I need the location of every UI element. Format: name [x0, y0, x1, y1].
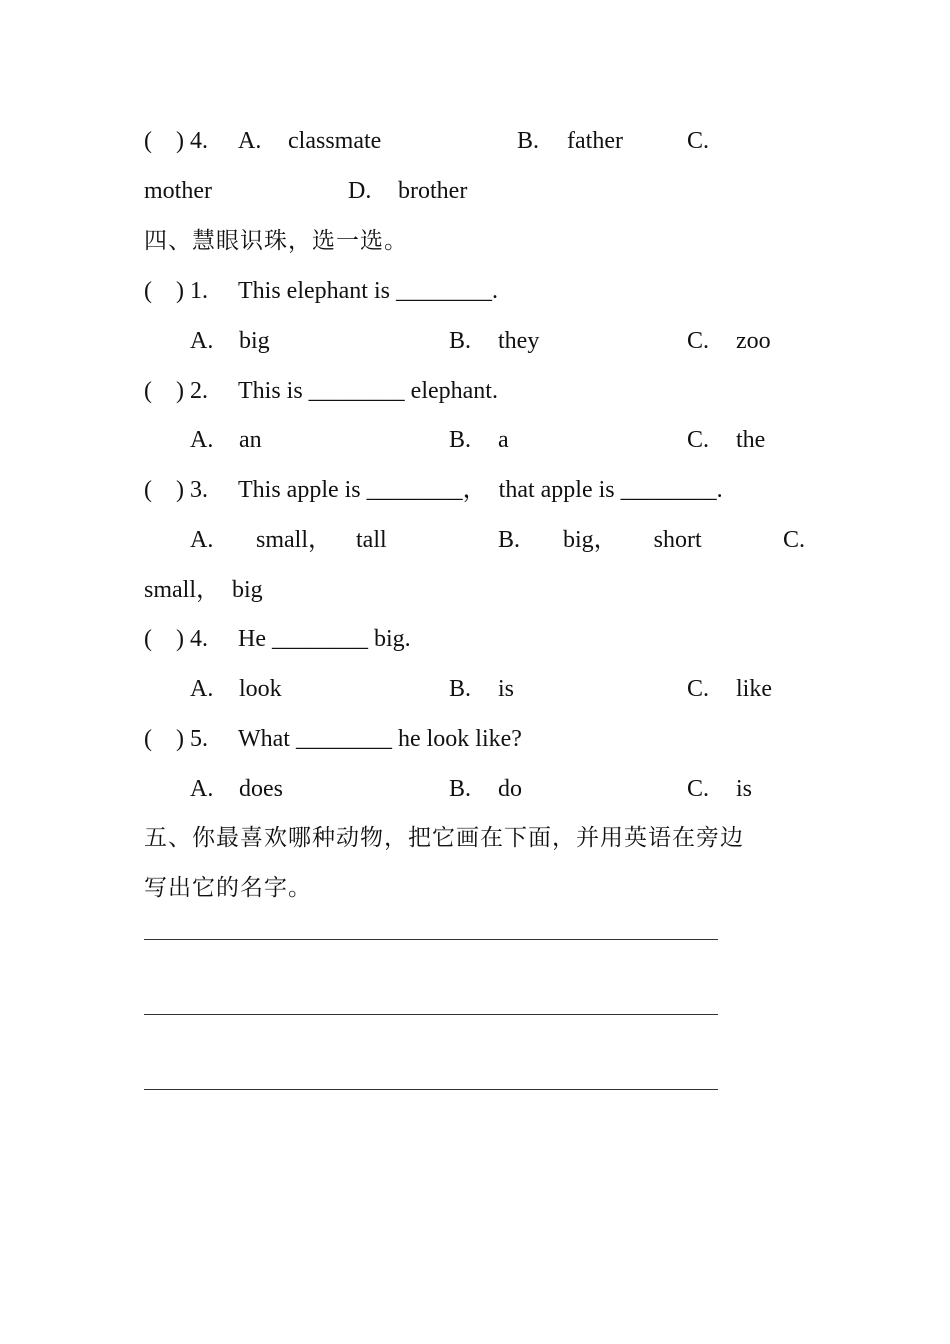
- answer-line[interactable]: [144, 1014, 718, 1015]
- option-c-text: mother: [144, 178, 212, 204]
- option-a-letter: A.: [238, 128, 262, 154]
- option-a-text: does: [239, 776, 283, 802]
- option-b-text: they: [498, 328, 540, 354]
- option-b-text: big， short: [563, 527, 702, 553]
- option-b-letter: B.: [498, 527, 521, 553]
- section-5-heading-line1: 五、你最喜欢哪种动物，把它画在下面，并用英语在旁边: [144, 825, 744, 851]
- option-b-letter: B.: [449, 676, 472, 702]
- option-a-letter: A.: [190, 328, 214, 354]
- option-b-text: father: [567, 128, 623, 154]
- section-5-heading-line2: 写出它的名字。: [144, 875, 312, 901]
- answer-paren[interactable]: ( ) 1.: [144, 278, 208, 304]
- option-d-text: brother: [398, 178, 468, 204]
- option-c-letter: C.: [687, 128, 710, 154]
- option-b-text: do: [498, 776, 522, 802]
- option-b-letter: B.: [449, 427, 472, 453]
- option-b-letter: B.: [449, 776, 472, 802]
- option-a-letter: A.: [190, 527, 214, 553]
- answer-paren[interactable]: ( ) 2.: [144, 378, 208, 404]
- answer-paren[interactable]: ( ) 4.: [144, 128, 208, 154]
- option-c-letter: C.: [687, 776, 710, 802]
- option-c-text: small， big: [144, 577, 263, 603]
- option-c-letter: C.: [687, 427, 710, 453]
- option-c-text: like: [736, 676, 772, 702]
- option-a-letter: A.: [190, 427, 214, 453]
- answer-paren[interactable]: ( ) 3.: [144, 477, 208, 503]
- question-stem: What ________ he look like?: [238, 726, 522, 752]
- option-a-text: classmate: [288, 128, 382, 154]
- option-b-letter: B.: [449, 328, 472, 354]
- option-a-letter: A.: [190, 676, 214, 702]
- option-c-text: is: [736, 776, 753, 802]
- option-a-text: small， tall: [256, 527, 387, 553]
- option-d-letter: D.: [348, 178, 372, 204]
- option-c-text: the: [736, 427, 766, 453]
- option-b-text: a: [498, 427, 509, 453]
- option-b-letter: B.: [517, 128, 540, 154]
- option-b-text: is: [498, 676, 515, 702]
- option-c-letter: C.: [783, 527, 806, 553]
- question-stem: This apple is ________， that apple is ________.: [238, 477, 723, 503]
- option-c-letter: C.: [687, 328, 710, 354]
- question-stem: This elephant is ________.: [238, 278, 498, 304]
- question-stem: He ________ big.: [238, 626, 411, 652]
- answer-paren[interactable]: ( ) 5.: [144, 726, 208, 752]
- option-c-letter: C.: [687, 676, 710, 702]
- option-a-text: look: [239, 676, 282, 702]
- option-a-text: an: [239, 427, 262, 453]
- section-4-heading: 四、慧眼识珠，选一选。: [144, 228, 408, 254]
- answer-line[interactable]: [144, 1089, 718, 1090]
- option-a-text: big: [239, 328, 270, 354]
- answer-paren[interactable]: ( ) 4.: [144, 626, 208, 652]
- answer-line[interactable]: [144, 939, 718, 940]
- option-a-letter: A.: [190, 776, 214, 802]
- question-stem: This is ________ elephant.: [238, 378, 498, 404]
- option-c-text: zoo: [736, 328, 771, 354]
